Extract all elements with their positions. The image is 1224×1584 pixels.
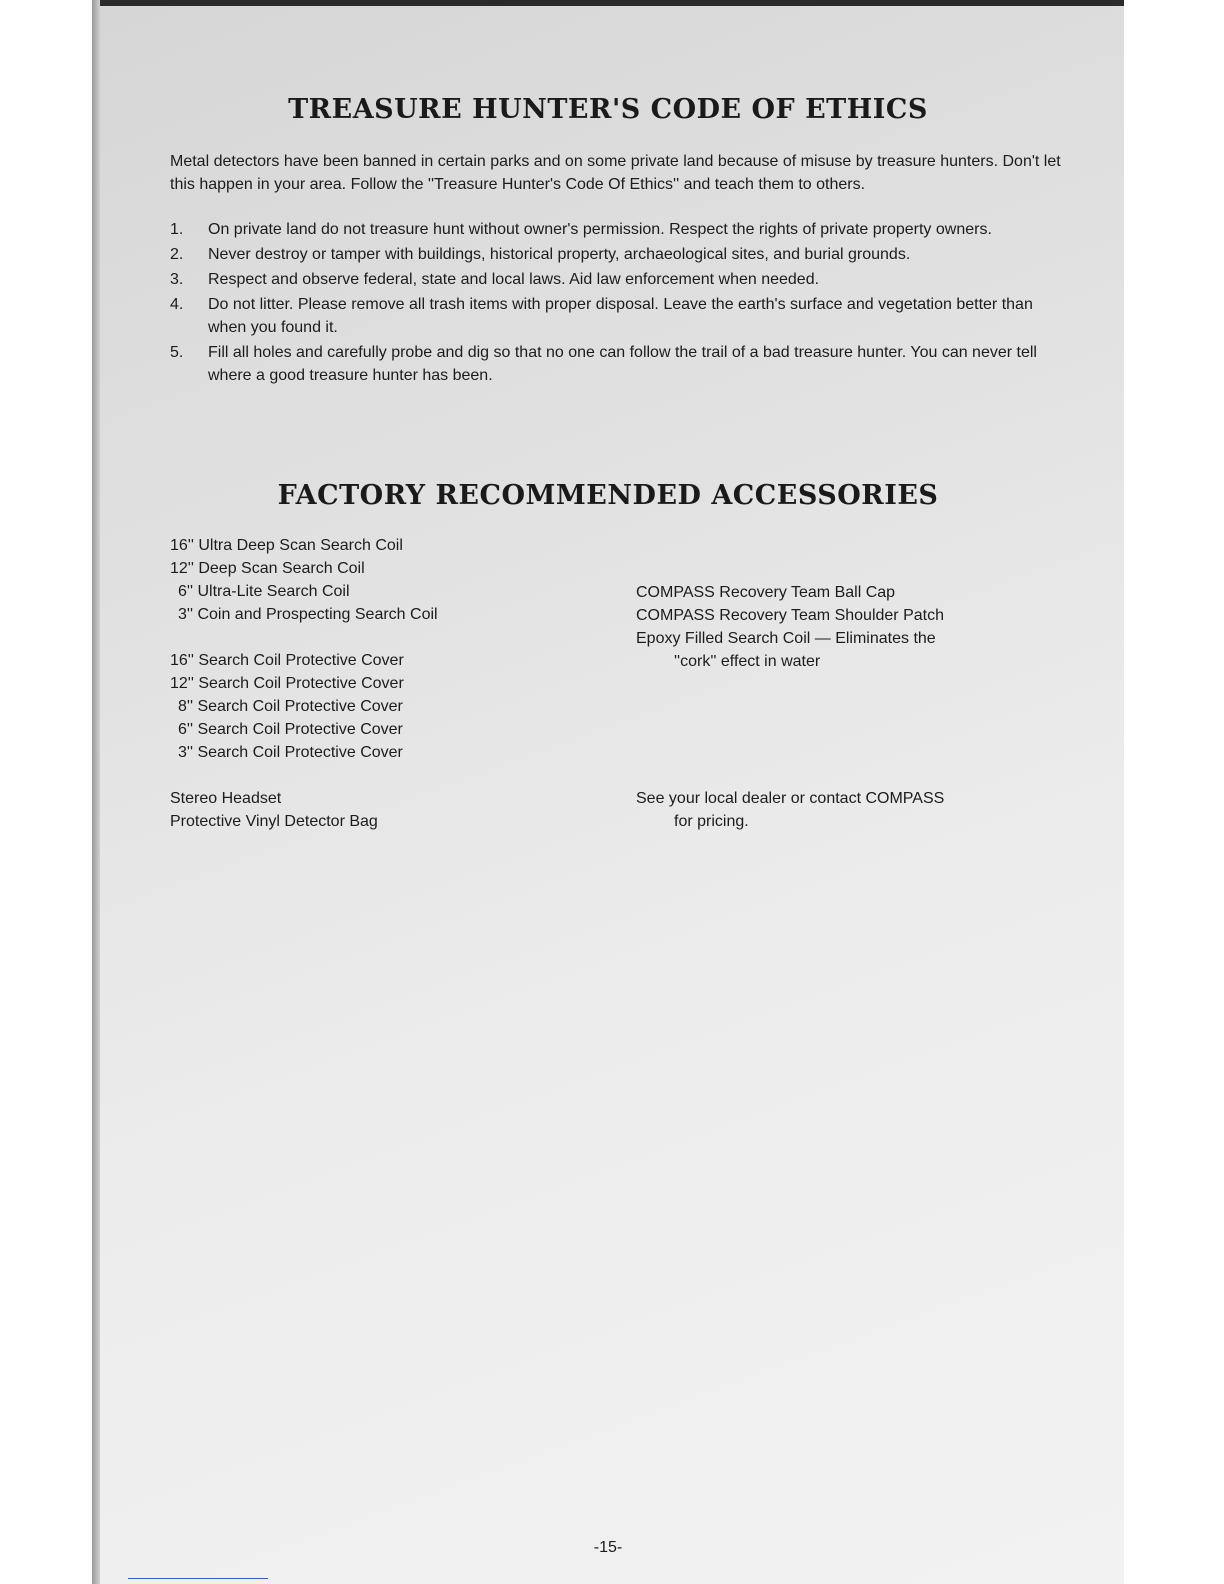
- dealer-line: See your local dealer or contact COMPASS: [636, 790, 945, 807]
- list-item: 16'' Ultra Deep Scan Search Coil: [170, 537, 403, 554]
- rule-text: Do not litter. Please remove all trash items with proper disposal. Leave the earth's surface and vegetation better than when you found it.: [208, 296, 1033, 336]
- accessories-title: FACTORY RECOMMENDED ACCESSORIES: [277, 480, 939, 511]
- rule-number: 1.: [170, 221, 184, 238]
- ethics-rules-list: [170, 218, 1070, 389]
- list-item: ''cork'' effect in water: [674, 653, 821, 670]
- dealer-note: [636, 787, 1056, 833]
- list-item: 6'' Search Coil Protective Cover: [178, 721, 403, 738]
- recovery-team-list: [636, 581, 1056, 673]
- rule-number: 2.: [170, 246, 184, 263]
- rule-item: [170, 243, 1070, 266]
- list-item: 3'' Coin and Prospecting Search Coil: [178, 606, 438, 623]
- rule-text: Respect and observe federal, state and local laws. Aid law enforcement when needed.: [208, 271, 820, 288]
- rule-item: [170, 268, 1070, 291]
- divider: [128, 1578, 268, 1579]
- ethics-title: TREASURE HUNTER'S CODE OF ETHICS: [288, 94, 928, 125]
- rule-text: Never destroy or tamper with buildings, historical property, archaeological sites, and burial grounds.: [208, 246, 911, 263]
- list-item: Epoxy Filled Search Coil — Eliminates the: [636, 630, 936, 647]
- list-item: Protective Vinyl Detector Bag: [170, 813, 378, 830]
- list-item: 6'' Ultra-Lite Search Coil: [178, 583, 350, 600]
- rule-number: 3.: [170, 271, 184, 288]
- list-item: 3'' Search Coil Protective Cover: [178, 744, 403, 761]
- list-item: 16'' Search Coil Protective Cover: [170, 652, 404, 669]
- list-item: 12'' Search Coil Protective Cover: [170, 675, 404, 692]
- list-item: COMPASS Recovery Team Shoulder Patch: [636, 607, 944, 624]
- rule-number: 4.: [170, 296, 184, 313]
- list-item: 12'' Deep Scan Search Coil: [170, 560, 365, 577]
- rule-item: [170, 293, 1070, 339]
- manual-page: [92, 0, 1124, 1584]
- list-item: COMPASS Recovery Team Ball Cap: [636, 584, 896, 601]
- search-coils-list: [170, 534, 590, 626]
- rule-number: 5.: [170, 344, 184, 361]
- misc-accessories-list: [170, 787, 590, 833]
- list-item: Stereo Headset: [170, 790, 282, 807]
- rule-item: [170, 341, 1070, 387]
- protective-covers-list: [170, 649, 590, 764]
- rule-text: Fill all holes and carefully probe and dig so that no one can follow the trail of a bad treasure hunter. You can never tell where a good treasure hunter has been.: [208, 344, 1037, 384]
- list-item: 8'' Search Coil Protective Cover: [178, 698, 403, 715]
- rule-item: [170, 218, 1070, 241]
- rule-text: On private land do not treasure hunt without owner's permission. Respect the rights of private property owners.: [208, 221, 992, 238]
- page-binding-edge: [92, 0, 100, 1584]
- ethics-intro: Metal detectors have been banned in certain parks and on some private land because of misuse by treasure hunters. Don't let this happen in your area. Follow the ''Treasure Hunter's Code Of Ethics'' and teach them to others.: [170, 153, 1061, 193]
- page-number: -15-: [593, 1539, 623, 1556]
- dealer-line: for pricing.: [674, 813, 749, 830]
